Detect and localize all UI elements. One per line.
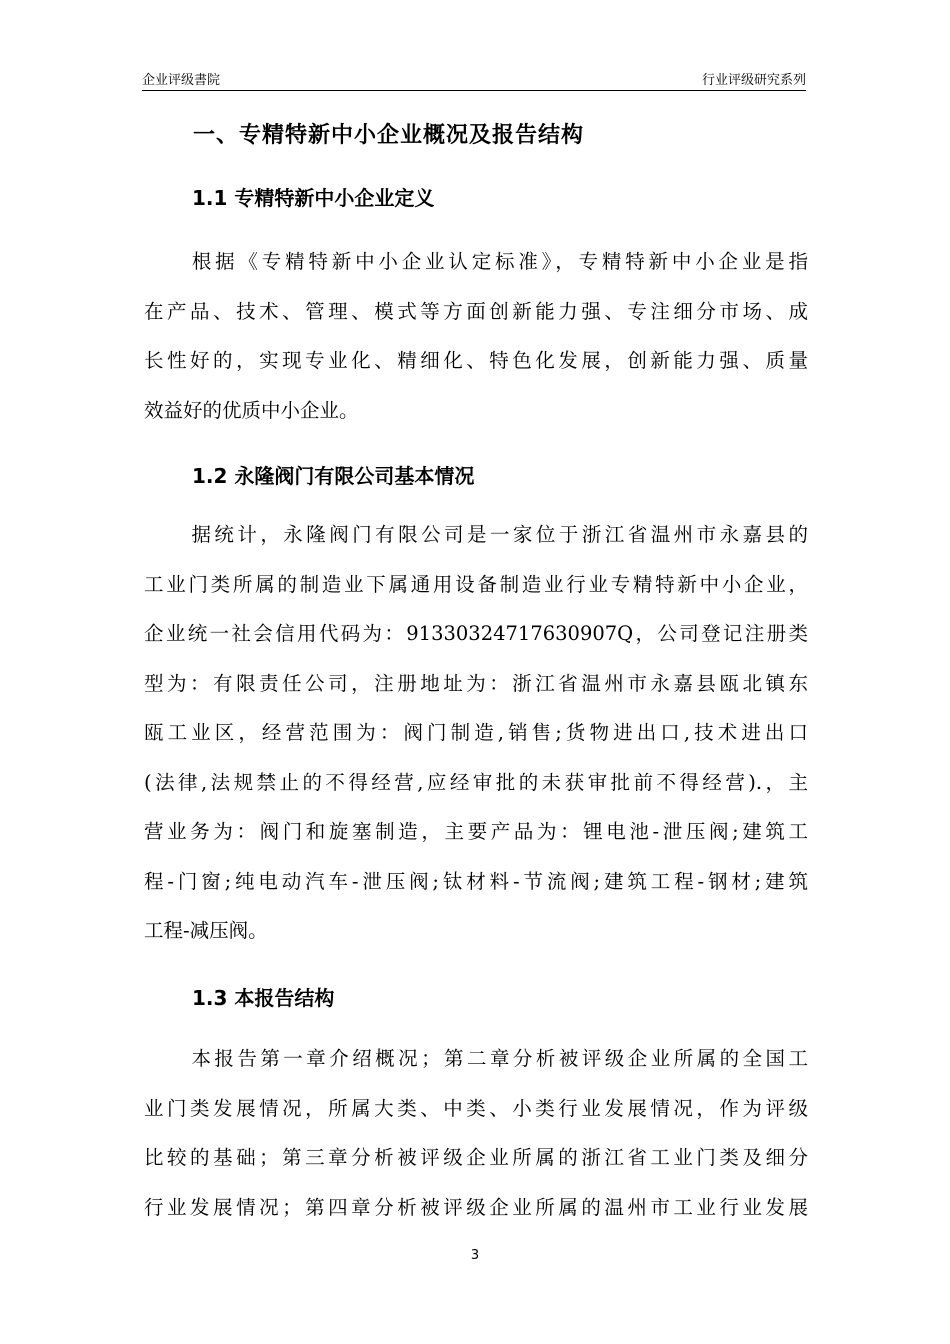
section-1-3-paragraph (144, 1034, 808, 1232)
text-line: 工业门类所属的制造业下属通用设备制造业行业专精特新中小企业， (144, 572, 808, 596)
header-series: 行业评级研究系列 (701, 73, 806, 88)
text-line: 根据《专精特新中小企业认定标准》，专精特新中小企业是指 (188, 250, 808, 273)
text-line: 在产品、技术、管理、模式等方面创新能力强、专注细分市场、成 (144, 299, 808, 323)
text-line: 营业务为：阀门和旋塞制造，主要产品为：锂电池-泄压阀;建筑工 (144, 820, 808, 843)
section-heading-1-1: 1.1 专精特新中小企业定义 (192, 186, 435, 210)
section-heading-1-3: 1.3 本报告结构 (192, 986, 335, 1010)
text-line: 企业统一社会信用代码为：91330324717630907Q，公司登记注册类 (144, 622, 808, 645)
text-line: 比较的基础；第三章分析被评级企业所属的浙江省工业门类及细分 (144, 1146, 808, 1169)
section-1-1-paragraph (144, 237, 808, 435)
page-number: 3 (470, 1248, 480, 1263)
header-publisher: 企业评级書院 (142, 73, 221, 88)
text-line: 本报告第一章介绍概况；第二章分析被评级企业所属的全国工 (188, 1047, 808, 1070)
text-line: 行业发展情况；第四章分析被评级企业所属的温州市工业行业发展 (144, 1195, 808, 1219)
section-1-2-paragraph (144, 510, 808, 956)
text-line: 长性好的，实现专业化、精细化、特色化发展，创新能力强、质量 (144, 349, 808, 372)
page-header (142, 68, 806, 91)
section-heading-1-2: 1.2 永隆阀门有限公司基本情况 (192, 464, 475, 488)
text-line: 型为：有限责任公司，注册地址为：浙江省温州市永嘉县瓯北镇东 (144, 671, 808, 695)
text-line: 工程-减压阀。 (144, 919, 268, 942)
text-line: 据统计，永隆阀门有限公司是一家位于浙江省温州市永嘉县的 (188, 523, 808, 546)
text-line: 效益好的优质中小企业。 (144, 398, 359, 422)
text-line: (法律,法规禁止的不得经营,应经审批的未获审批前不得经营).，主 (144, 770, 808, 794)
text-line: 业门类发展情况，所属大类、中类、小类行业发展情况，作为评级 (144, 1096, 808, 1120)
text-line: 瓯工业区，经营范围为：阀门制造,销售;货物进出口,技术进出口 (144, 721, 808, 744)
chapter-title: 一、专精特新中小企业概况及报告结构 (193, 123, 585, 148)
text-line: 程-门窗;纯电动汽车-泄压阀;钛材料-节流阀;建筑工程-钢材;建筑 (144, 869, 808, 893)
